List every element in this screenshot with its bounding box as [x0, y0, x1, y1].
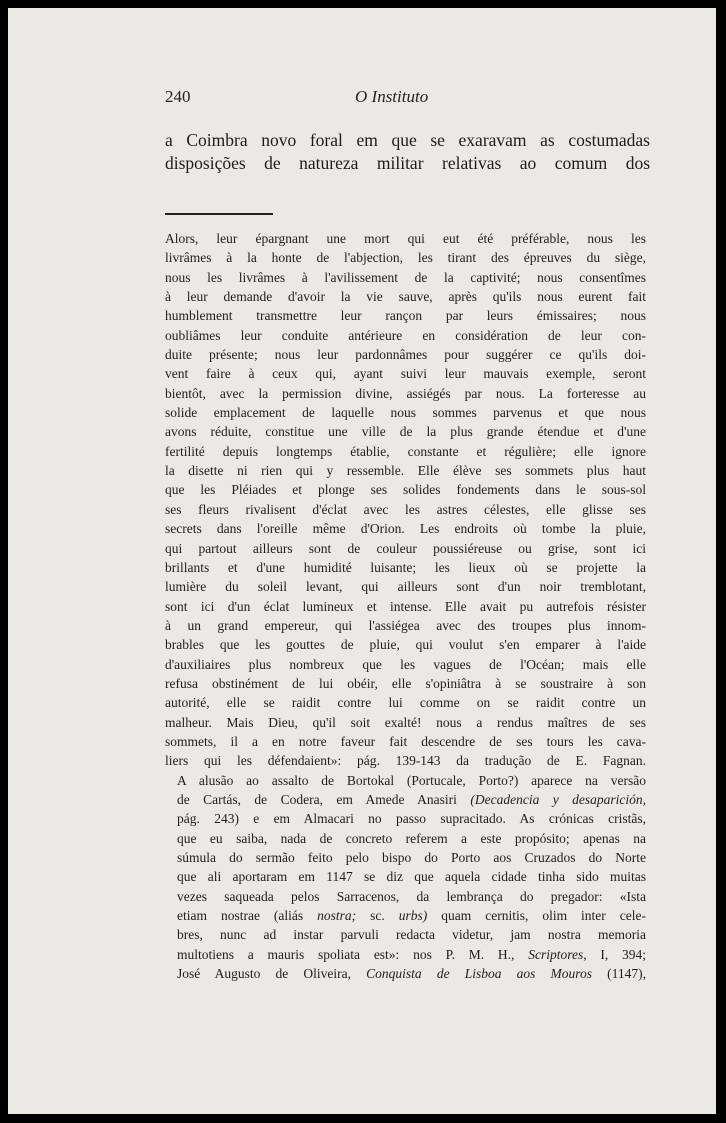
footnote-line [165, 906, 646, 925]
footnote-line: vent faire à ceux qui, ayant suivi leur mauvais exemple, seront [165, 366, 646, 382]
running-title: O Instituto [355, 87, 429, 106]
footnote-fragment: quam cernitis, olim inter cele- [441, 908, 647, 924]
footnote-line: d'auxiliaires plus nombreux que les vagues de l'Océan; mais elle [165, 656, 646, 672]
footnote-line: livrâmes à la honte de l'abjection, les tirant des épreuves du siège, [165, 250, 646, 266]
footnote-fragment: etiam nostrae (aliás [177, 908, 304, 924]
page-header [8, 87, 716, 109]
footnote-line: sont ici d'un éclat lumineux et intense. Elle avait pu autrefois résister [165, 598, 646, 614]
footnote-line: qui partout ailleurs sont de couleur poussiéreuse ou grise, sont ici [165, 540, 646, 556]
footnote-line: A alusão ao assalto de Bortokal (Portucale, Porto?) aparece na versão [177, 772, 646, 788]
footnote-line: bientôt, avec la permission divine, assiégés par nous. La forteresse au [165, 385, 646, 401]
footnote-line: la disette ni rien qui y ressemble. Elle élève ses sommets plus haut [165, 463, 646, 479]
footnote-line: que ali aportaram em 1147 se diz que aquela cidade tinha sido muitas [177, 869, 646, 885]
document-page [8, 8, 716, 1114]
footnote-line: secrets dans l'oreille même d'Orion. Les endroits où tombe la pluie, [165, 521, 646, 537]
footnote-line: humblement transmettre leur rançon par leurs émissaires; nous [165, 308, 646, 324]
footnote-line: nous les livrâmes à l'avilissement de la captivité; nous consentîmes [165, 269, 646, 285]
footnote-fragment: José Augusto de Oliveira, [177, 966, 352, 982]
footnote-line: pág. 243) e em Almacari no passo supracitado. As crónicas cristãs, [177, 811, 646, 827]
footnote-line [165, 945, 646, 964]
footnote-rule [165, 213, 273, 215]
body-line: a Coimbra novo foral em que se exaravam as costumadas [165, 130, 650, 150]
italic-title: Conquista de Lisboa aos Mouros [366, 966, 592, 982]
footnote-fragment: (1147), [607, 966, 647, 982]
footnote-line: brillants et d'une humidité luisante; les lieux où se projette la [165, 559, 646, 575]
footnote-line: à un grand empereur, qui l'assiégea avec des troupes plus innom- [165, 617, 646, 633]
footnote-line: autorité, elle se raidit contre lui comme on se raidit contre un [165, 695, 646, 711]
footnote-line [165, 964, 646, 983]
footnote-line [165, 790, 646, 809]
footnote-line: solide emplacement de laquelle nous sommes parvenus et que nous [165, 405, 646, 421]
italic-title: (Decadencia y desaparición, [470, 791, 647, 807]
footnote-line: lumière du soleil levant, qui ailleurs sont d'un noir tremblotant, [165, 579, 646, 595]
page-number: 240 [165, 87, 191, 106]
footnote-line: liers qui les défendaient»: pág. 139-143 da tradução de E. Fagnan. [165, 753, 646, 769]
italic-title: Scriptores [528, 946, 584, 962]
footnote-line: brables que les gouttes de pluie, qui voulut s'en emparer à l'aide [165, 637, 646, 653]
footnote-line: avons réduite, constitue une ville de la plus grande étendue et d'une [165, 424, 646, 440]
footnote-fragment: de Cartás, de Codera, em Amede Anasiri [177, 791, 457, 807]
body-text [165, 129, 650, 174]
footnote-fragment: sc. [370, 908, 385, 924]
footnote-line: bres, nunc ad instar parvuli redacta videtur, jam nostra memoria [177, 927, 646, 943]
footnote [165, 229, 646, 983]
footnote-line: que les Pléiades et plonge ses solides fondements dans le sous-sol [165, 482, 646, 498]
footnote-fragment: , I, 394; [583, 946, 646, 962]
footnote-line: à leur demande d'avoir la vie sauve, après qu'ils nous eurent fait [165, 289, 646, 305]
footnote-line: sommets, il a en notre faveur fait descendre de ses tours les cava- [165, 733, 646, 749]
footnote-line: que eu saiba, nada de concreto referem a este propósito; apenas na [177, 830, 646, 846]
footnote-line: vezes saqueada pelos Sarracenos, da lembrança do pregador: «Ista [177, 888, 646, 904]
footnote-fragment: multotiens a mauris spoliata est»: nos P. M. H., [177, 946, 515, 962]
footnote-line: malheur. Mais Dieu, qu'il soit exalté! nous a rendus maîtres de ses [165, 714, 646, 730]
footnote-line: fertilité depuis longtemps établie, constante et régulière; elle ignore [165, 443, 646, 459]
footnote-line: súmula do sermão feito pelo bispo do Porto aos Cruzados do Norte [177, 850, 646, 865]
footnote-line: refusa obstinément de lui obéir, elle s'opiniâtra à se soustraire à son [165, 675, 646, 691]
body-line: disposições de natureza militar relativas ao comum dos [165, 152, 650, 173]
italic-word: urbs) [398, 908, 428, 924]
italic-word: nostra; [317, 908, 357, 924]
footnote-line: Alors, leur épargnant une mort qui eut été préférable, nous les [165, 231, 646, 246]
footnote-line: oubliâmes leur conduite antérieure en considération de leur con- [165, 327, 646, 343]
footnote-line: ses fleurs rivalisent d'éclat avec les astres célestes, elle glisse ses [165, 501, 646, 517]
footnote-line: duite présente; nous leur pardonnâmes pour suggérer ce qu'ils doi- [165, 347, 646, 363]
